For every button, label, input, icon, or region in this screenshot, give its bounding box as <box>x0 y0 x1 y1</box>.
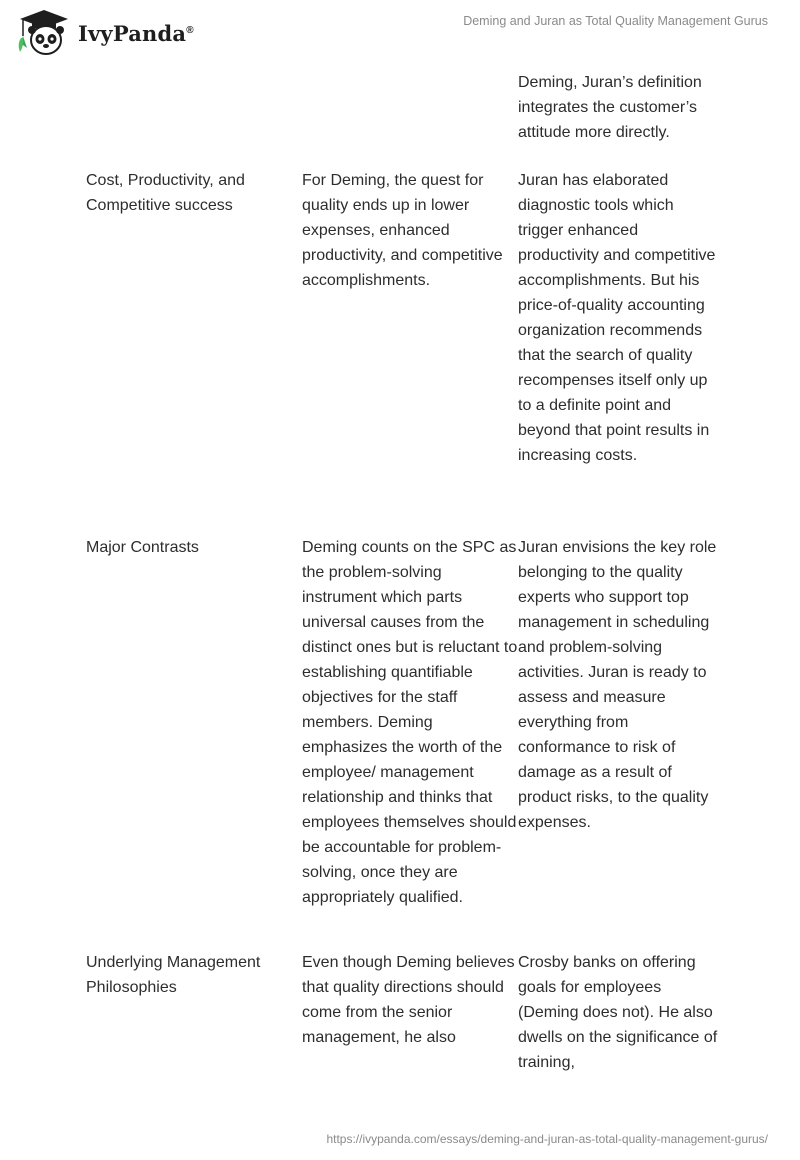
deming-cell: For Deming, the quest for quality ends up in lower expenses, enhanced productivity, and competitive accomplishments. <box>302 172 503 289</box>
source-url-link[interactable]: https://ivypanda.com/essays/deming-and-juran-as-total-quality-management-gurus/ <box>326 1132 768 1146</box>
document-title: Deming and Juran as Total Quality Management Gurus <box>463 14 768 28</box>
topic-cell: Cost, Productivity, and Competitive success <box>86 172 245 214</box>
topic-cell: Major Contrasts <box>86 539 199 556</box>
deming-cell: Even though Deming believes that quality directions should come from the senior management, he also <box>302 954 515 1046</box>
juran-cell: Deming, Juran’s definition integrates the customer’s attitude more directly. <box>518 74 702 141</box>
comparison-table <box>86 70 726 1080</box>
deming-cell <box>302 70 518 168</box>
topic-cell <box>86 70 302 168</box>
deming-cell: Deming counts on the SPC as the problem-solving instrument which parts universal causes from the distinct ones but is reluctant to establishing quantifiable objectives for the staff members. Deming emphasizes the worth of the employee/ management relationship and thinks that employees themselves should be accountable for problem-solving, once they are appropriately qualified. <box>302 539 518 906</box>
topic-cell: Underlying Management Philosophies <box>86 954 261 996</box>
panda-graduate-icon <box>14 8 74 58</box>
juran-cell: Crosby banks on offering goals for employees (Deming does not). He also dwells on the significance of training, <box>518 954 718 1071</box>
brand-name-text: IvyPanda <box>78 20 187 46</box>
juran-cell: Juran envisions the key role belonging to the quality experts who support top management in scheduling and problem-solving activities. Juran is ready to assess and measure everything from conformance to risk of damage as a result of product risks, to the quality expenses. <box>518 539 717 831</box>
table-row <box>86 950 726 1080</box>
juran-cell: Juran has elaborated diagnostic tools which trigger enhanced productivity and competitive accomplishments. But his price-of-quality accounting organization recommends that the search of quality recompenses itself only up to a definite point and beyond that point results in increasing costs. <box>518 172 716 464</box>
table-row <box>86 535 726 950</box>
page-header <box>0 0 800 62</box>
brand-name <box>78 21 194 46</box>
brand-logo[interactable] <box>14 8 194 58</box>
brand-registered-mark: ® <box>186 24 194 36</box>
table-row <box>86 168 726 535</box>
table-row <box>86 70 726 168</box>
